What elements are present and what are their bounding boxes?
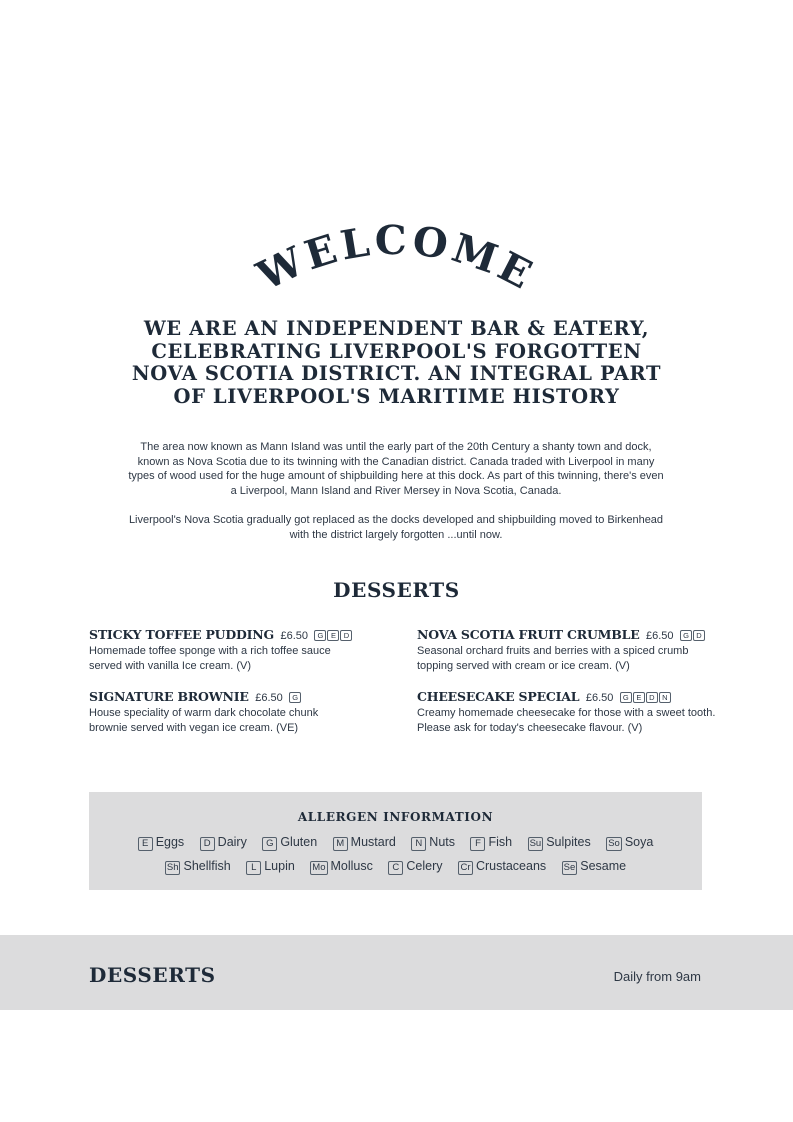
menu-item-header: [417, 689, 717, 706]
allergen-key-mollusc: [310, 859, 373, 875]
menu-item-name: STICKY TOFFEE PUDDING: [89, 627, 275, 642]
footer-opening-hours: Daily from 9am: [613, 969, 701, 984]
allergen-code-badge: Sh: [166, 862, 179, 873]
intro-heading: [0, 318, 793, 408]
allergen-code-badge: Cr: [458, 861, 473, 875]
allergen-information-title: ALLERGEN INFORMATION: [297, 810, 494, 824]
menu-item-description: Seasonal orchard fruits and berries with a spiced crumb topping served with cream or ice cream. (V): [417, 645, 689, 672]
welcome-title: [0, 215, 793, 310]
menu-item-price: £6.50: [646, 630, 674, 642]
allergen-code-badge: D: [646, 692, 658, 703]
allergen-code-badge: G: [620, 692, 632, 703]
allergen-key-mustard: [333, 835, 396, 851]
welcome-title-text: WELCOME: [249, 216, 543, 301]
allergen-label: Fish: [488, 835, 513, 849]
allergen-code-badge: G: [680, 630, 692, 641]
allergen-label: Shellfish: [183, 859, 231, 873]
allergen-information-panel: [89, 792, 702, 890]
allergen-code-badge: Mo: [312, 862, 326, 873]
allergen-code-badge: L: [246, 861, 261, 875]
allergen-code-badge: G: [262, 837, 277, 851]
allergen-codes: [620, 688, 672, 705]
allergen-label: Crustaceans: [475, 859, 547, 873]
allergen-codes: [289, 688, 302, 705]
allergen-label: Eggs: [155, 835, 185, 849]
allergen-code-badge: D: [340, 630, 352, 641]
allergen-code-badge: G: [289, 692, 301, 703]
menu-item-name: CHEESECAKE SPECIAL: [417, 689, 580, 704]
allergen-key-nuts: [411, 835, 455, 851]
menu-item-sticky-toffee-pudding: [89, 627, 389, 674]
allergen-code-badge: D: [200, 837, 215, 851]
menu-item-header: [89, 627, 389, 644]
intro-heading-line: CELEBRATING LIVERPOOL'S FORGOTTEN: [151, 339, 642, 363]
svg-text:WELCOME: [249, 217, 543, 301]
menu-item-name: NOVA SCOTIA FRUIT CRUMBLE: [417, 627, 640, 642]
allergen-key-crustaceans: [458, 859, 546, 875]
allergen-code-badge: E: [633, 692, 645, 703]
allergen-key-gluten: [262, 835, 317, 851]
allergen-code-badge: E: [327, 630, 339, 641]
allergen-key-eggs: [138, 835, 185, 851]
menu-item-cheesecake-special: [417, 689, 717, 736]
allergen-label: Mollusc: [330, 859, 373, 873]
allergen-key-lupin: [246, 859, 295, 875]
intro-heading-line: OF LIVERPOOL'S MARITIME HISTORY: [173, 384, 620, 408]
menu-item-header: [417, 627, 717, 644]
menu-item-description: Homemade toffee sponge with a rich toffee sauce served with vanilla Ice cream. (V): [89, 645, 331, 672]
allergen-label: Lupin: [264, 859, 295, 873]
allergen-key-celery: [388, 859, 442, 875]
allergen-code-badge: N: [411, 837, 426, 851]
intro-heading-line: NOVA SCOTIA DISTRICT. AN INTEGRAL PART: [131, 362, 662, 385]
allergen-key-sesame: [562, 859, 626, 875]
allergen-label: Soya: [624, 835, 654, 849]
allergen-code-badge: N: [659, 692, 671, 703]
footer-band: [0, 935, 793, 1010]
allergen-code-badge: C: [388, 861, 403, 875]
allergen-key-soya: [606, 835, 653, 851]
intro-paragraph: The area now known as Mann Island was until the early part of the 20th Century a shanty town and dock, known as Nova Scotia due to its twinning with the Canadian district. Canada traded with Liverpool in many types of wood used for the huge amount of shipbuilding here at this dock. As part of this twinning, there's even a Liverpool, Mann Island and River Mersey in Nova Scotia, Canada.: [128, 441, 664, 498]
menu-item-price: £6.50: [280, 630, 308, 642]
menu-item-name: SIGNATURE BROWNIE: [89, 689, 249, 704]
allergen-key-fish: [470, 835, 512, 851]
allergen-key-shellfish: [165, 859, 231, 875]
intro-heading-line: WE ARE AN INDEPENDENT BAR & EATERY,: [143, 317, 650, 340]
allergen-code-badge: M: [333, 837, 348, 851]
allergen-code-badge: Su: [529, 838, 542, 849]
footer-section-title: DESSERTS: [89, 963, 216, 987]
desserts-section-title: DESSERTS: [333, 578, 460, 602]
allergen-label: Nuts: [429, 835, 455, 849]
allergen-key-row: [89, 835, 702, 851]
allergen-code-badge: F: [470, 837, 485, 851]
allergen-code-badge: E: [138, 837, 153, 851]
intro-text: [126, 440, 666, 557]
allergen-codes: [314, 626, 353, 643]
menu-item-nova-scotia-fruit-crumble: [417, 627, 717, 674]
allergen-label: Mustard: [350, 835, 396, 849]
allergen-label: Celery: [406, 859, 443, 873]
intro-paragraph: Liverpool's Nova Scotia gradually got replaced as the docks developed and shipbuilding moved to Birkenhead with the district largely forgotten ...until now.: [128, 514, 664, 542]
allergen-key-sulpites: [528, 835, 591, 851]
allergen-codes: [680, 626, 706, 643]
allergen-label: Sesame: [580, 859, 627, 873]
allergen-code-badge: So: [608, 838, 620, 849]
menu-item-signature-brownie: [89, 689, 389, 736]
allergen-key-dairy: [200, 835, 247, 851]
menu-item-description: House speciality of warm dark chocolate chunk brownie served with vegan ice cream. (VE): [89, 707, 319, 734]
allergen-label: Sulpites: [546, 835, 591, 849]
menu-item-price: £6.50: [255, 692, 283, 704]
allergen-label: Gluten: [280, 835, 318, 849]
allergen-code-badge: Se: [563, 862, 576, 873]
allergen-code-badge: G: [314, 630, 326, 641]
menu-item-price: £6.50: [585, 692, 614, 704]
menu-item-header: [89, 689, 389, 706]
allergen-label: Dairy: [217, 835, 247, 849]
menu-item-description: Creamy homemade cheesecake for those with a sweet tooth. Please ask for today's cheesecake flavour. (V): [417, 707, 716, 734]
allergen-key-row: [89, 859, 702, 875]
allergen-code-badge: D: [693, 630, 705, 641]
